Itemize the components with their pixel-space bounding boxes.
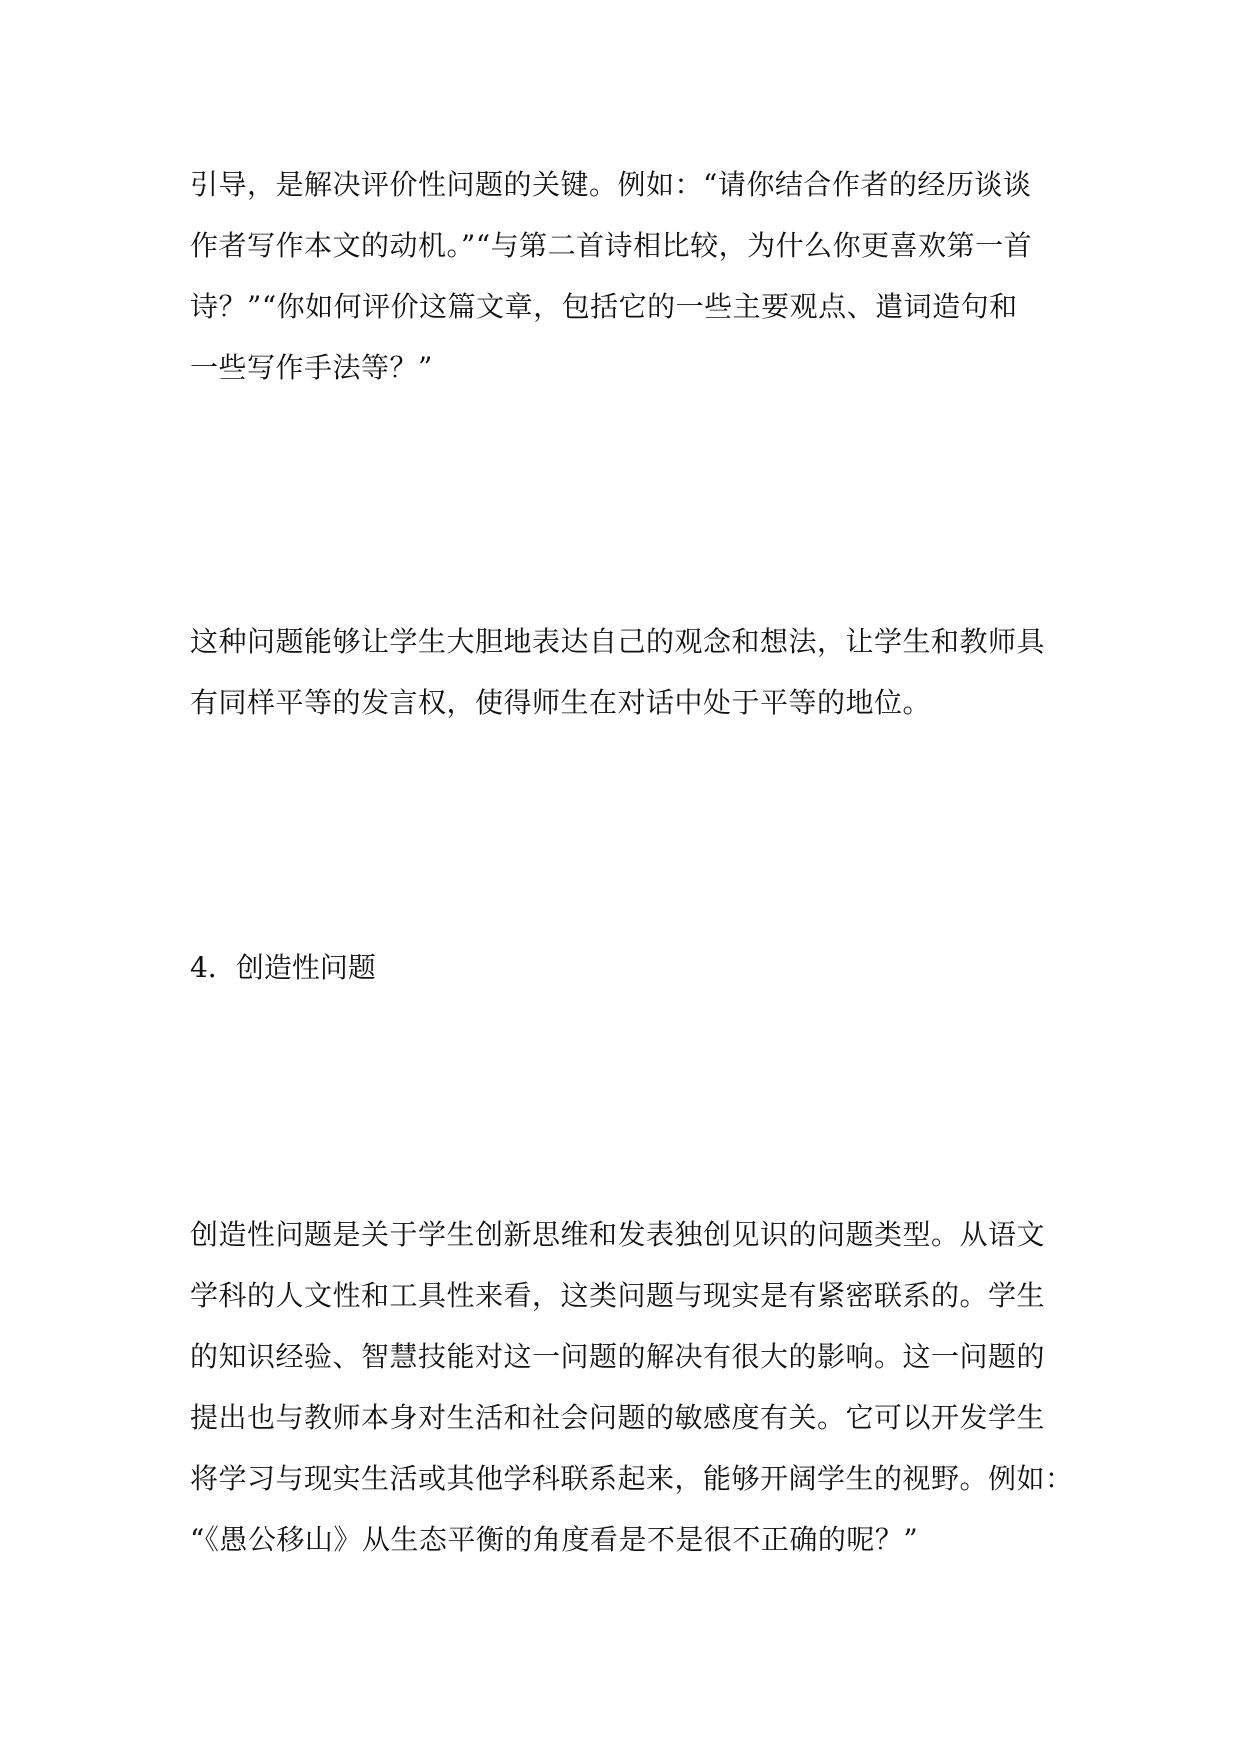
paragraph-line: 诗？”“你如何评价这篇文章，包括它的一些主要观点、遣词造句和 <box>190 290 1018 323</box>
paragraph-line: 的知识经验、智慧技能对这一问题的解决有很大的影响。这一问题的 <box>190 1340 1046 1373</box>
paragraph-line: 这种问题能够让学生大胆地表达自己的观念和想法，让学生和教师具 <box>190 625 1046 658</box>
paragraph-line: 引导，是解决评价性问题的关键。例如：“请你结合作者的经历谈谈 <box>190 168 1032 201</box>
paragraph-evaluative-examples <box>190 154 1060 398</box>
paragraph-line: 作者写作本文的动机。”“与第二首诗相比较，为什么你更喜欢第一首 <box>190 229 1033 262</box>
paragraph-line: 学科的人文性和工具性来看，这类问题与现实是有紧密联系的。学生 <box>190 1279 1046 1312</box>
paragraph-equal-voice <box>190 611 1060 733</box>
section-heading: 4．创造性问题 <box>190 951 376 984</box>
paragraph-line: 一些写作手法等？” <box>190 351 433 384</box>
paragraph-line: 提出也与教师本身对生活和社会问题的敏感度有关。它可以开发学生 <box>190 1401 1046 1434</box>
paragraph-line: “《愚公移山》从生态平衡的角度看是不是很不正确的呢？” <box>190 1523 919 1556</box>
paragraph-line: 将学习与现实生活或其他学科联系起来，能够开阔学生的视野。例如： <box>190 1462 1074 1495</box>
paragraph-creative-questions <box>190 1204 1074 1570</box>
paragraph-line: 创造性问题是关于学生创新思维和发表独创见识的问题类型。从语文 <box>190 1218 1046 1251</box>
paragraph-line: 有同样平等的发言权，使得师生在对话中处于平等的地位。 <box>190 686 932 719</box>
